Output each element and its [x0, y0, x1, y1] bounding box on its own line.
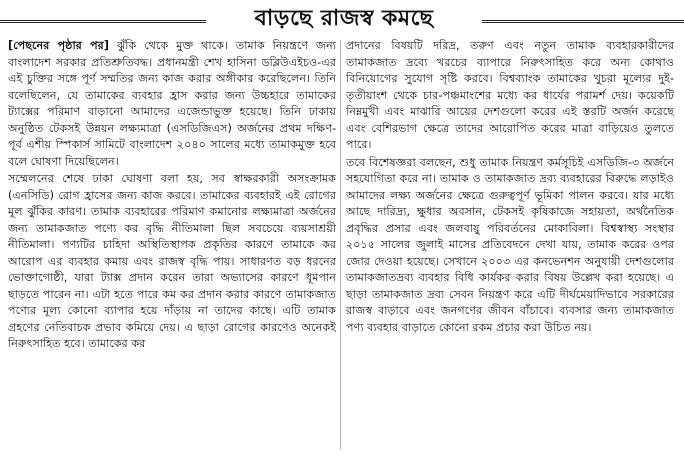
headline-rule-left [0, 20, 206, 23]
article-column-right [346, 38, 674, 456]
headline-rule-right [482, 20, 684, 23]
headline-bar [0, 0, 684, 34]
column-divider [340, 40, 341, 450]
body-text: ঝুঁকি থেকে মুক্ত থাকে। তামাক নিয়ন্ত্রণে জন্য বাংলাদেশ সরকার প্রতিশ্রুতিবদ্ধ। প্রধানমন্ত্রী শেখ হাসিনা ডব্লিউএইচও-এর এই চুক্তির সঙ্গে পূর্ণ সম্মতির জন্য কাজ করার অঙ্গীকার করেছিলেন। তিনি বলেছিলেন, যে তামাকের ব্যবহার হ্রাস করার জন্য উচ্চহারে তামাকের ট্যাক্সের পরিমাণ বাড়ানো আমাদের এজেন্ডাভুক্ত হয়েছে। তিনি ঢাকায় অনুষ্ঠিত টেকসই উন্নয়ন লক্ষ্যমাত্রা (এসডিজিএস) অর্জনের প্রথম দক্ষিণ-পূর্ব এশীয় স্পিকার্স সামিটে বাংলাদেশ ২০৪০ সালের মধ্যে তামাকমুক্ত হবে বলে ঘোষণা দিয়েছিলেন। [8, 39, 336, 168]
body-paragraph: তবে বিশেষজ্ঞরা বলছেন, শুধু তামাক নিয়ন্ত্রণ কর্মসূচিই এসডিজি-৩ অর্জনে সহযোগিতা করে না। তামাক ও তামাকজাত দ্রব্য ব্যবহারের বিরুদ্ধে লড়াইও আমাদের লক্ষ্য অর্জনের ক্ষেত্রে গুরুত্বপূর্ণ ভূমিকা পালন করবে। যার মধ্যে আছে দারিদ্র্য, ক্ষুধার অবসান, টেকসই কৃষিকাজে সহায়তা, অর্থনৈতিক প্রবৃদ্ধির প্রসার এবং জলবায়ু পরিবর্তনের মোকাবিলা। বিশ্বস্বাস্থ্য সংস্থার ২০১৫ সালের জুলাই মাসের প্রতিবেদনে দেখা যায়, তামাক করের ওপর জোর দেওয়া হয়েছে। সেখানে ২০০৩ এর কনভেনশন অনুযায়ী দেশগুলোর তামাকজাতদ্রব্য ব্যবহার বিধি কার্যকর করার বিষয় উল্লেখ করা হয়েছে। এ ছাড়া তামাকজাত দ্রব্য সেবন নিয়ন্ত্রণ করে এটি দীর্ঘমেয়াদিভাবে সরকারের রাজস্ব বাড়াবে এবং জনগণের জীবন বাঁচাবে। ব্যবসার জন্য তামাকজাত পণ্য ব্যবহার বাড়াতে কোনো রকম প্রচার করা উচিত নয়। [346, 155, 674, 334]
continued-from-label: [পেছনের পৃষ্ঠার পর] [8, 39, 109, 52]
article-column-left [8, 38, 336, 456]
body-paragraph [8, 38, 336, 170]
body-paragraph: প্রদানের বিষয়টি দরিদ্র, তরুণ এবং নতুন তামাক ব্যবহারকারীদের তামাকজাত দ্রব্যে খরচের ব্যাপারে নিরুৎসাহিত করে অন্য কোথাও বিনিয়োগের সুযোগ সৃষ্টি করবে। বিশ্বব্যাংক তামাকের খুচরা মূল্যের দুই-তৃতীয়াংশ থেকে চার-পঞ্চমাংশের মধ্যে কর ধার্যের পরামর্শ দেয়। কয়েকটি নিম্নমুখী এবং মাঝারি আয়ের দেশগুলো করের এই স্তরটি অর্জন করেছে এবং বেশিরভাগ ক্ষেত্রে তাদের আরোপিত করের মাত্রা বাড়িয়েও তুলতে পারে। [346, 39, 674, 151]
article-headline: বাড়ছে রাজস্ব কমছে [254, 6, 434, 31]
body-paragraph: সম্মেলনের শেষে ঢাকা ঘোষণা বলা হয়, সব স্বাক্ষরকারী অসংক্রামক (এনসিডি) রোগ হ্রাসের জন্য কাজ করবে। তামাকের ব্যবহারই এই রোগের মূল ঝুঁকির কারণ। তামাক ব্যবহারের পরিমাণ কমানোর লক্ষ্যমাত্রা অর্জনের জন্য তামাকজাত পণ্যে কর বৃদ্ধি নীতিমালা ছিল সবচেয়ে ব্যয়সাশ্রয়ী নীতিমালা। পণ্যটির চাহিদা অস্থিতিস্থাপক প্রকৃতির কারণে তামাকে কর আরোপ এর ব্যবহার কমায় এবং রাজস্ব বৃদ্ধি পায়। সাধারণত বড় ধরনের ভোক্তাগোষ্ঠী, যারা ট্যাক্স প্রদান করেন তারা অভ্যাসের কারণে ধূমপান ছাড়তে পারেন না। এটা হতে পারে কম কর প্রদান করার কারণে তামাকজাত পণ্যের মূল্য কোনো ব্যাপার হয়ে দাঁড়ায় না তাদের কাছে। এটি তামাক গ্রহণের নেতিবাচক প্রভাব কমিয়ে দেয়। এ ছাড়া রোগের কারণেও অনেকই নিরুৎসাহিত হবে। তামাকের কর [8, 172, 336, 350]
